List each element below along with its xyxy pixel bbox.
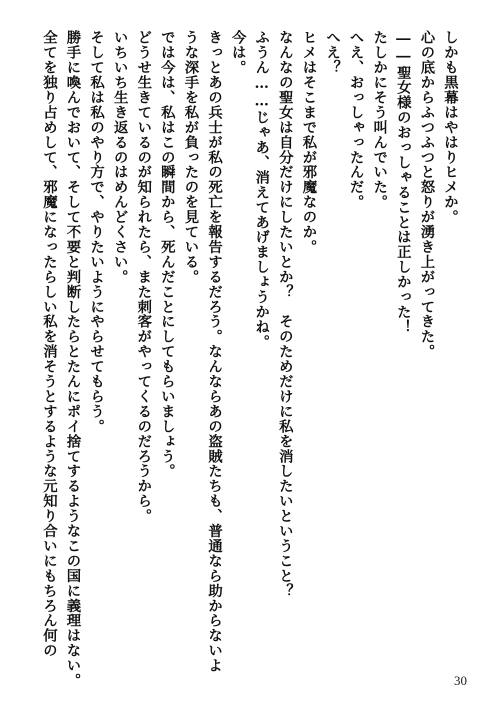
text-line: 今は。 (229, 30, 247, 75)
text-line: きっとあの兵士が私の死亡を報告するだろう。なんならあの盗賊たちも、普通なら助からないよ (206, 30, 224, 673)
page-number: 30 (454, 673, 467, 688)
text-line: ヒメはそこまで私が邪魔なのか。 (300, 30, 318, 255)
text-line: 心の底からふつふつと怒りが湧き上がってきた。 (418, 30, 436, 359)
text-line: では今は、私はこの瞬間から、死んだことにしてもらいましょう。 (158, 30, 176, 479)
text-line: しかも黒幕はやはりヒメか。 (442, 30, 459, 225)
text-line: たしかにそう叫んでいた。 (371, 30, 389, 210)
text-line: そして私は私のやり方で、やりたいようにやらせてもらう。 (88, 30, 106, 434)
text-line: なんなの聖女は自分だけにしたいとか？ そのためだけに私を消したいということ？ (276, 30, 294, 599)
text-line: へえ？ (324, 30, 342, 75)
text-line: 勝手に喚んでおいて、そして不要と判断したらとたんにポイ捨てするようなこの国に義理はない。 (64, 30, 82, 688)
text-line: へえ、おっしゃったんだ。 (347, 30, 365, 210)
text-line: ――聖女様のおっしゃることは正しかった！ (394, 30, 412, 335)
text-line: ふうん……じゃあ、消えてあげましょうかね。 (253, 30, 271, 350)
text-line: どうせ生きているのが知られたら、また刺客がやってくるのだろうから。 (135, 30, 153, 524)
text-line: うな深手を私が負ったのを見ている。 (182, 30, 200, 285)
text-line: 全てを独り占めして、邪魔になったらしい私を消そうとするような元知り合いにもちろん何の (40, 30, 58, 658)
text-line: いちいち生き返るのはめんどくさい。 (111, 30, 129, 285)
